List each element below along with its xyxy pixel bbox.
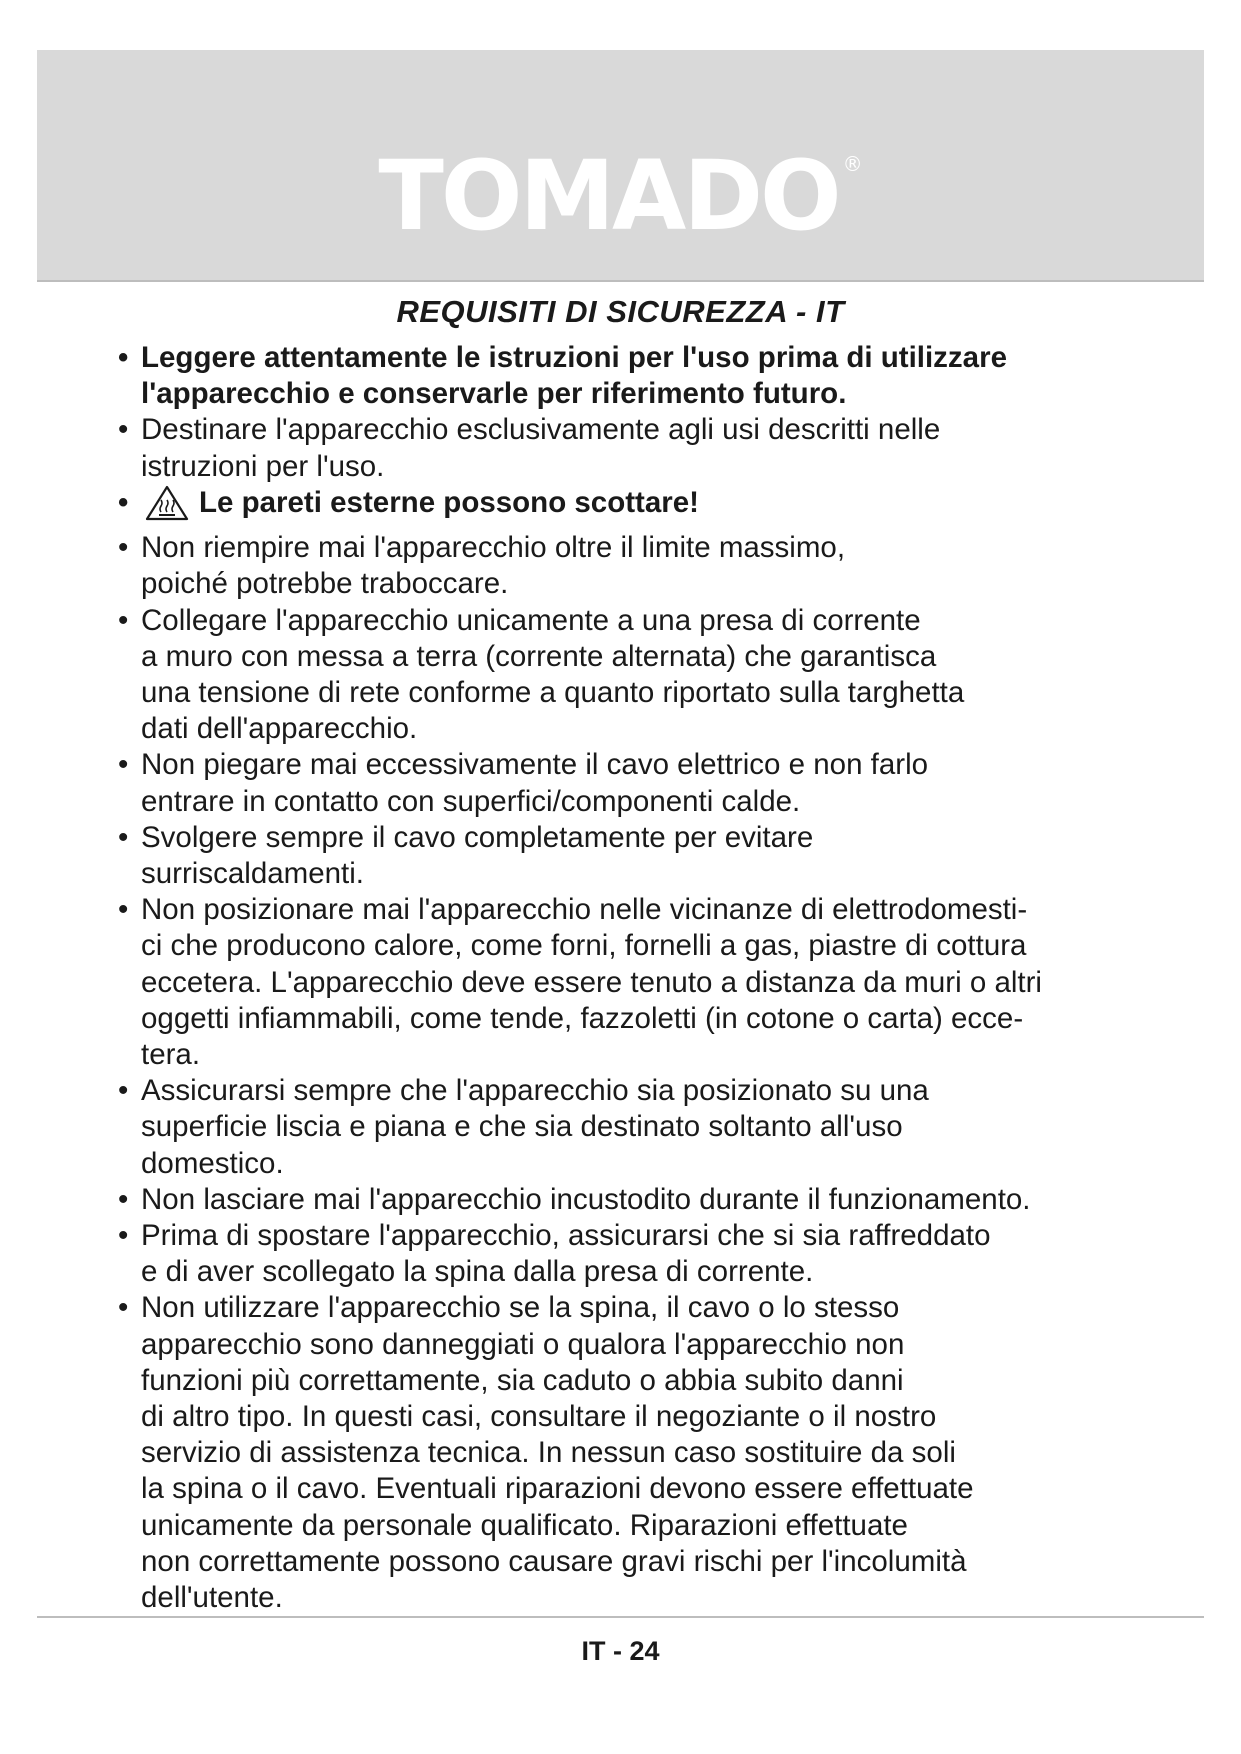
line: e di aver scollegato la spina dalla presa di corrente.: [141, 1255, 814, 1289]
header-banner: [37, 50, 1204, 282]
line: di altro tipo. In questi casi, consultare il negoziante o il nostro: [141, 1399, 937, 1433]
line: Assicurarsi sempre che l'apparecchio sia posizionato su una: [141, 1074, 929, 1108]
line: dell'utente.: [141, 1581, 283, 1614]
line: Collegare l'apparecchio unicamente a una presa di corrente: [141, 603, 921, 637]
line: Svolgere sempre il cavo completamente per evitare: [141, 820, 814, 854]
list-item: [118, 530, 1138, 602]
line: funzioni più correttamente, sia caduto o abbia subito danni: [141, 1363, 904, 1397]
line: servizio di assistenza tecnica. In nessun caso sostituire da soli: [141, 1436, 956, 1470]
line: eccetera. L'apparecchio deve essere tenuto a distanza da muri o altri: [141, 965, 1042, 999]
line: tera.: [141, 1037, 201, 1071]
list-item: [118, 1073, 1138, 1182]
warning-line: [141, 485, 699, 521]
list-item: [118, 1218, 1138, 1290]
line: Non lasciare mai l'apparecchio incustodito durante il funzionamento.: [141, 1182, 1031, 1216]
list-item: [118, 603, 1138, 748]
line: entrare in contatto con superfici/componenti calde.: [141, 784, 801, 818]
line: superficie liscia e piana e che sia destinato soltanto all'uso: [141, 1110, 903, 1144]
brand-name: TOMADO: [378, 140, 839, 252]
line: Non utilizzare l'apparecchio se la spina, il cavo o lo stesso: [141, 1291, 900, 1325]
line: a muro con messa a terra (corrente alternata) che garantisca: [141, 639, 937, 673]
list-item: [118, 1290, 1138, 1616]
line: Prima di spostare l'apparecchio, assicurarsi che si sia raffreddato: [141, 1218, 991, 1252]
list-item: [118, 340, 1138, 412]
list-item: [118, 1182, 1138, 1218]
list-item: [118, 412, 1138, 484]
line: una tensione di rete conforme a quanto riportato sulla targhetta: [141, 675, 965, 709]
line: surriscaldamenti.: [141, 856, 364, 890]
line: l'apparecchio e conservarle per riferimento futuro.: [141, 377, 847, 411]
line: Non posizionare mai l'apparecchio nelle vicinanze di elettrodomesti-: [141, 893, 1028, 927]
line: Non piegare mai eccessivamente il cavo elettrico e non farlo: [141, 748, 929, 782]
footer-divider: [37, 1616, 1204, 1618]
page-title: REQUISITI DI SICUREZZA - IT: [396, 294, 845, 329]
hot-surface-warning-icon: [145, 485, 189, 521]
list-item: [118, 747, 1138, 819]
page-number: IT - 24: [581, 1636, 660, 1666]
line: istruzioni per l'uso.: [141, 449, 385, 483]
list-item: [118, 892, 1138, 1073]
line: Leggere attentamente le istruzioni per l'uso prima di utilizzare: [141, 341, 1007, 374]
line: la spina o il cavo. Eventuali riparazioni devono essere effettuate: [141, 1472, 974, 1506]
line: Destinare l'apparecchio esclusivamente agli usi descritti nelle: [141, 413, 941, 447]
list-item: [118, 820, 1138, 892]
line: domestico.: [141, 1146, 284, 1180]
brand-logo: [37, 140, 1204, 252]
registered-mark: ®: [842, 152, 863, 176]
safety-requirements-list: [118, 340, 1138, 1616]
line: Non riempire mai l'apparecchio oltre il limite massimo,: [141, 531, 846, 565]
warning-text: • Le pareti esterne possono scottare!: [199, 485, 700, 519]
line: dati dell'apparecchio.: [141, 712, 418, 746]
line: poiché potrebbe traboccare.: [141, 567, 509, 601]
line: ci che producono calore, come forni, fornelli a gas, piastre di cottura: [141, 929, 1027, 963]
line: apparecchio sono danneggiati o qualora l'apparecchio non: [141, 1327, 905, 1361]
line: unicamente da personale qualificato. Riparazioni effettuate: [141, 1508, 908, 1542]
list-item-warning: [118, 485, 1138, 530]
line: oggetti infiammabili, come tende, fazzoletti (in cotone o carta) ecce-: [141, 1001, 1024, 1035]
line: non correttamente possono causare gravi rischi per l'incolumità: [141, 1544, 967, 1578]
